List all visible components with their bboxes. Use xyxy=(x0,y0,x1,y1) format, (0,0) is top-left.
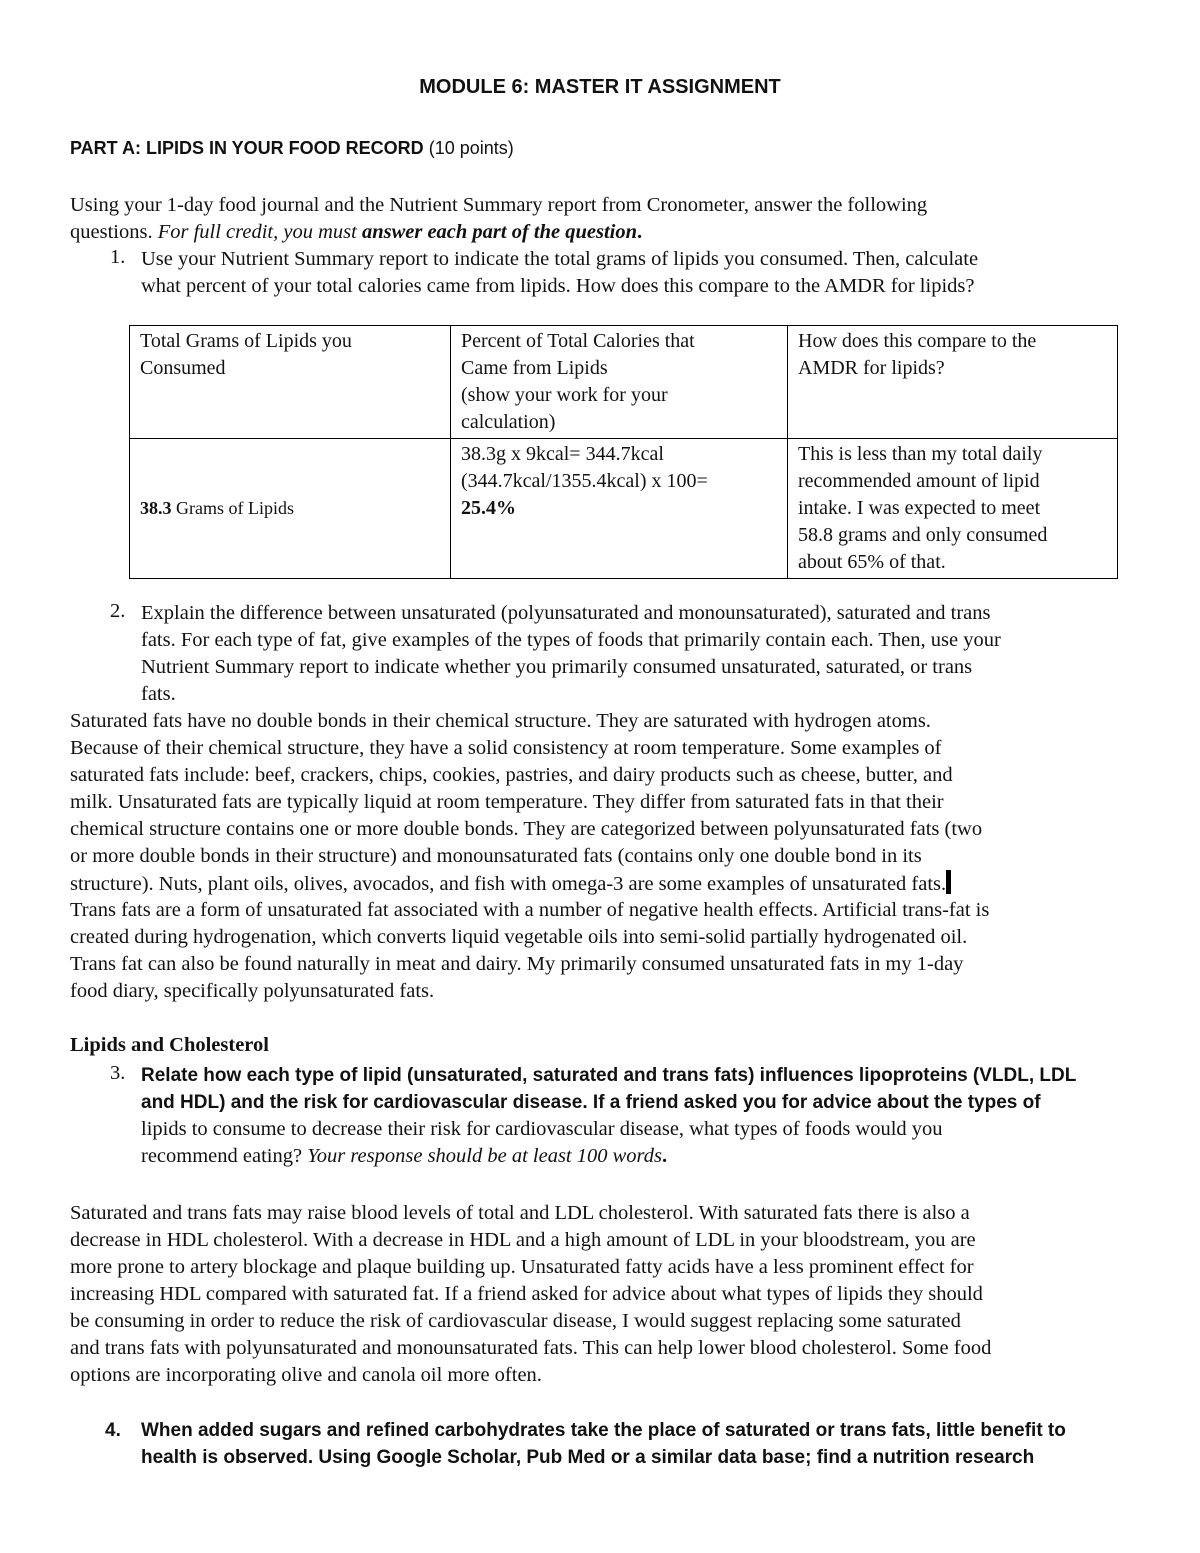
answer-line: Saturated fats have no double bonds in their chemical structure. They are saturated with hydrogen atoms. xyxy=(70,710,931,732)
lipids-table xyxy=(129,325,1118,579)
grams-label: Grams of Lipids xyxy=(171,498,294,518)
cell-line: 38.3g x 9kcal= 344.7kcal xyxy=(461,443,664,465)
question-line: fats. xyxy=(141,683,176,705)
question-line: what percent of your total calories came from lipids. How does this compare to the AMDR for lipids? xyxy=(141,275,975,297)
part-a-title: PART A: LIPIDS IN YOUR FOOD RECORD xyxy=(70,138,424,158)
cell-line: about 65% of that. xyxy=(798,551,946,573)
cell-line: Consumed xyxy=(140,357,226,379)
answer-line: more prone to artery blockage and plaque building up. Unsaturated fatty acids have a less prominent effect for xyxy=(70,1256,974,1278)
cell-line: Percent of Total Calories that xyxy=(461,330,695,352)
header-cell xyxy=(451,326,788,439)
answer-line: chemical structure contains one or more double bonds. They are categorized between polyunsaturated fats (two xyxy=(70,818,983,840)
cell-line: recommended amount of lipid xyxy=(798,470,1040,492)
intro-text: questions. xyxy=(70,221,158,243)
question-number: 1. xyxy=(110,246,126,268)
intro-italic: For full credit, you must xyxy=(157,221,362,243)
question-line xyxy=(141,1143,1076,1170)
answer-line: food diary, specifically polyunsaturated fats. xyxy=(70,980,435,1002)
question-number: 2. xyxy=(110,600,126,622)
part-a-heading xyxy=(70,138,1140,159)
table-header-row xyxy=(130,326,1118,439)
answer-line: Because of their chemical structure, they have a solid consistency at room temperature. Some examples of xyxy=(70,737,942,759)
question-italic: Your response should be at least 100 words xyxy=(307,1145,662,1167)
part-a-points: (10 points) xyxy=(428,138,514,158)
answer-line: created during hydrogenation, which converts liquid vegetable oils into semi-solid partially hydrogenated oil. xyxy=(70,926,968,948)
question-number: 4. xyxy=(105,1420,121,1441)
cell-line: calculation) xyxy=(461,411,556,433)
intro-bold: answer each part of the question xyxy=(361,221,638,243)
answer-line: be consuming in order to reduce the risk of cardiovascular disease, I would suggest replacing some saturated xyxy=(70,1310,961,1332)
answer-2 xyxy=(70,708,1140,1005)
answer-line: Trans fats are a form of unsaturated fat associated with a number of negative health effects. Artificial trans-fat is xyxy=(70,899,990,921)
answer-line xyxy=(70,870,1140,897)
question-line: and HDL) and the risk for cardiovascular disease. If a friend asked you for advice about the types of xyxy=(141,1092,1041,1113)
cell-line: How does this compare to the xyxy=(798,330,1037,352)
page-title: MODULE 6: MASTER IT ASSIGNMENT xyxy=(419,76,781,98)
question-line: Relate how each type of lipid (unsaturated, saturated and trans fats) influences lipoproteins (VLDL, LDL xyxy=(141,1065,1077,1086)
question-end: . xyxy=(662,1145,668,1167)
cell-line: Total Grams of Lipids you xyxy=(140,330,352,352)
table-row xyxy=(130,439,1118,579)
answer-line: increasing HDL compared with saturated fat. If a friend asked for advice about what types of lipids they should xyxy=(70,1283,983,1305)
question-line: health is observed. Using Google Scholar, Pub Med or a similar data base; find a nutrition research xyxy=(141,1447,1035,1468)
grams-cell xyxy=(130,439,451,579)
question-text: recommend eating? xyxy=(141,1145,308,1167)
section-heading: Lipids and Cholesterol xyxy=(70,1034,269,1056)
cell-line: Came from Lipids xyxy=(461,357,608,379)
header-cell xyxy=(788,326,1118,439)
intro-line: Using your 1-day food journal and the Nutrient Summary report from Cronometer, answer the following xyxy=(70,194,928,216)
intro-line xyxy=(70,219,1140,246)
grams-value: 38.3 xyxy=(140,498,172,518)
answer-line: Trans fat can also be found naturally in meat and dairy. My primarily consumed unsaturated fats in my 1-day xyxy=(70,953,964,975)
answer-line: Saturated and trans fats may raise blood levels of total and LDL cholesterol. With saturated fats there is also a xyxy=(70,1202,970,1224)
question-line: When added sugars and refined carbohydrates take the place of saturated or trans fats, little benefit to xyxy=(141,1420,1066,1441)
answer-line: milk. Unsaturated fats are typically liquid at room temperature. They differ from saturated fats in that their xyxy=(70,791,944,813)
intro-paragraph xyxy=(70,192,1140,246)
answer-line: options are incorporating olive and canola oil more often. xyxy=(70,1364,542,1386)
cell-line: AMDR for lipids? xyxy=(798,357,945,379)
cell-line: 58.8 grams and only consumed xyxy=(798,524,1048,546)
answer-line: and trans fats with polyunsaturated and monounsaturated fats. This can help lower blood cholesterol. Some food xyxy=(70,1337,992,1359)
intro-end: . xyxy=(637,221,643,243)
question-line: Nutrient Summary report to indicate whether you primarily consumed unsaturated, saturated, or trans xyxy=(141,656,973,678)
calc-cell xyxy=(451,439,788,579)
cell-line: intake. I was expected to meet xyxy=(798,497,1041,519)
compare-cell xyxy=(788,439,1118,579)
answer-line: decrease in HDL cholesterol. With a decrease in HDL and a high amount of LDL in your bloodstream, you are xyxy=(70,1229,976,1251)
question-line: Use your Nutrient Summary report to indicate the total grams of lipids you consumed. Then, calculate xyxy=(141,248,979,270)
question-number: 3. xyxy=(110,1062,126,1084)
cell-line: (344.7kcal/1355.4kcal) x 100= xyxy=(461,470,708,492)
question-line: fats. For each type of fat, give examples of the types of foods that primarily contain each. Then, use your xyxy=(141,629,1001,651)
answer-text: structure). Nuts, plant oils, olives, avocados, and fish with omega-3 are some examples of unsaturated fats. xyxy=(70,873,947,895)
text-cursor xyxy=(946,870,951,894)
header-cell xyxy=(130,326,451,439)
question-line: lipids to consume to decrease their risk for cardiovascular disease, what types of foods would you xyxy=(141,1118,943,1140)
cell-line: (show your work for your xyxy=(461,384,668,406)
cell-line: This is less than my total daily xyxy=(798,443,1043,465)
question-line: Explain the difference between unsaturated (polyunsaturated and monounsaturated), saturated and trans xyxy=(141,602,991,624)
answer-line: saturated fats include: beef, crackers, chips, cookies, pastries, and dairy products such as cheese, butter, and xyxy=(70,764,953,786)
answer-line: or more double bonds in their structure) and monounsaturated fats (contains only one double bond in its xyxy=(70,845,922,867)
percent-value: 25.4% xyxy=(461,497,516,519)
answer-3 xyxy=(70,1200,1140,1389)
